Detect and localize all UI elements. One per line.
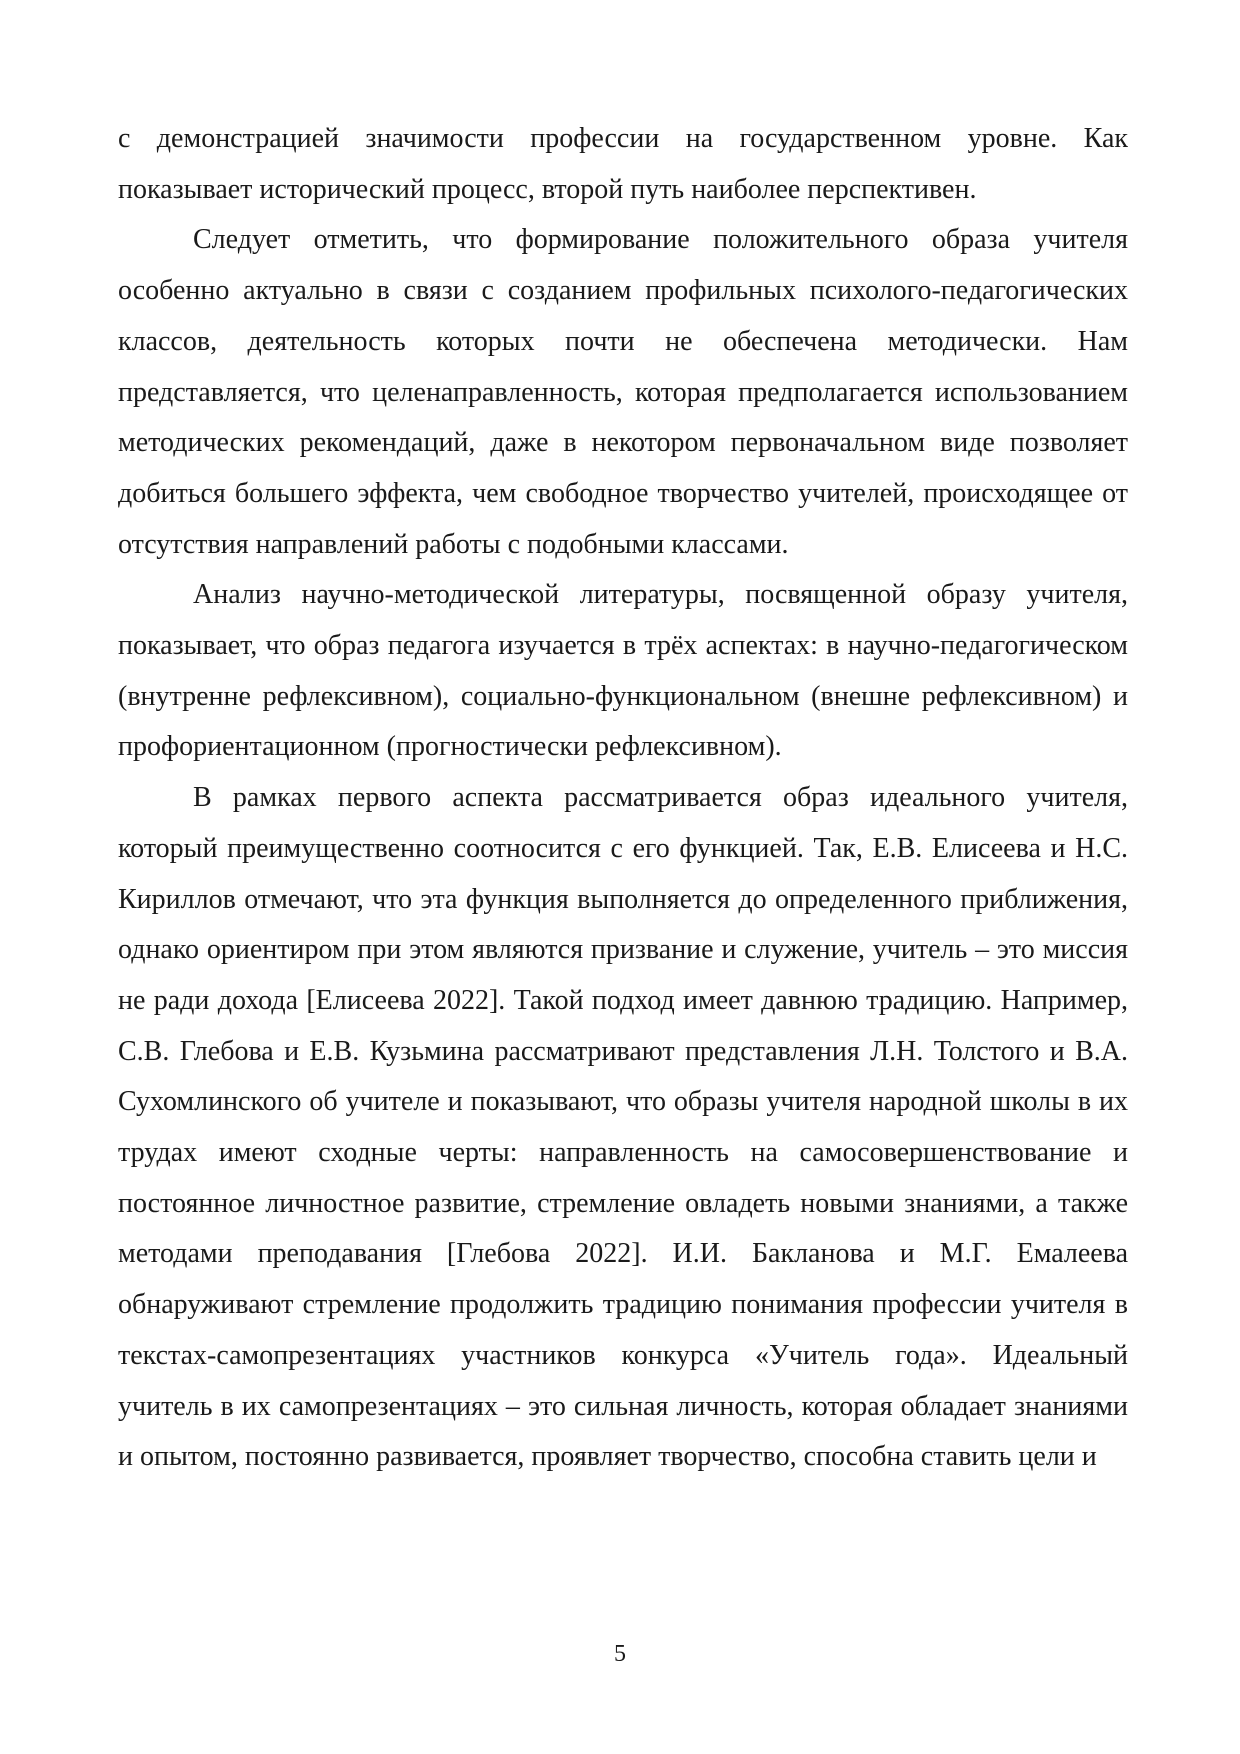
page-number: 5 [614, 1641, 626, 1667]
paragraph-4: В рамках первого аспекта рассматривается образ идеального учителя, который преимущественно соотносится с его функцией. Так, Е.В. Елисеева и Н.С. Кириллов отмечают, что эта функция выполняется до определенного приближения, однако ориентиром при этом являются призвание и служение, учитель – это миссия не ради дохода [Елисеева 2022]. Такой подход имеет давнюю традицию. Например, С.В. Глебова и Е.В. Кузьмина рассматривают представления Л.Н. Толстого и В.А. Сухомлинского об учителе и показывают, что образы учителя народной школы в их трудах имеют сходные черты: направленность на самосовершенствование и постоянное личностное развитие, стремление овладеть новыми знаниями, а также методами преподавания [Глебова 2022]. И.И. Бакланова и М.Г. Емалеева обнаруживают стремление продолжить традицию понимания профессии учителя в текстах-самопрезентациях участников конкурса «Учитель года». Идеальный учитель в их самопрезентациях – это сильная личность, которая обладает знаниями и опытом, постоянно развивается, проявляет творчество, способна ставить цели и [118, 782, 1128, 1473]
body-text [118, 114, 1128, 1483]
paragraph-1: с демонстрацией значимости профессии на государственном уровне. Как показывает исторический процесс, второй путь наиболее перспективен. [118, 123, 1128, 205]
paragraph-3: Анализ научно-методической литературы, посвященной образу учителя, показывает, что образ педагога изучается в трёх аспектах: в научно-педагогическом (внутренне рефлексивном), социально-функциональном (внешне рефлексивном) и профориентационном (прогностически рефлексивном). [118, 579, 1128, 763]
paragraph-2: Следует отметить, что формирование положительного образа учителя особенно актуально в связи с созданием профильных психолого-педагогических классов, деятельность которых почти не обеспечена методически. Нам представляется, что целенаправленность, которая предполагается использованием методических рекомендаций, даже в некотором первоначальном виде позволяет добиться большего эффекта, чем свободное творчество учителей, происходящее от отсутствия направлений работы с подобными классами. [118, 224, 1128, 560]
